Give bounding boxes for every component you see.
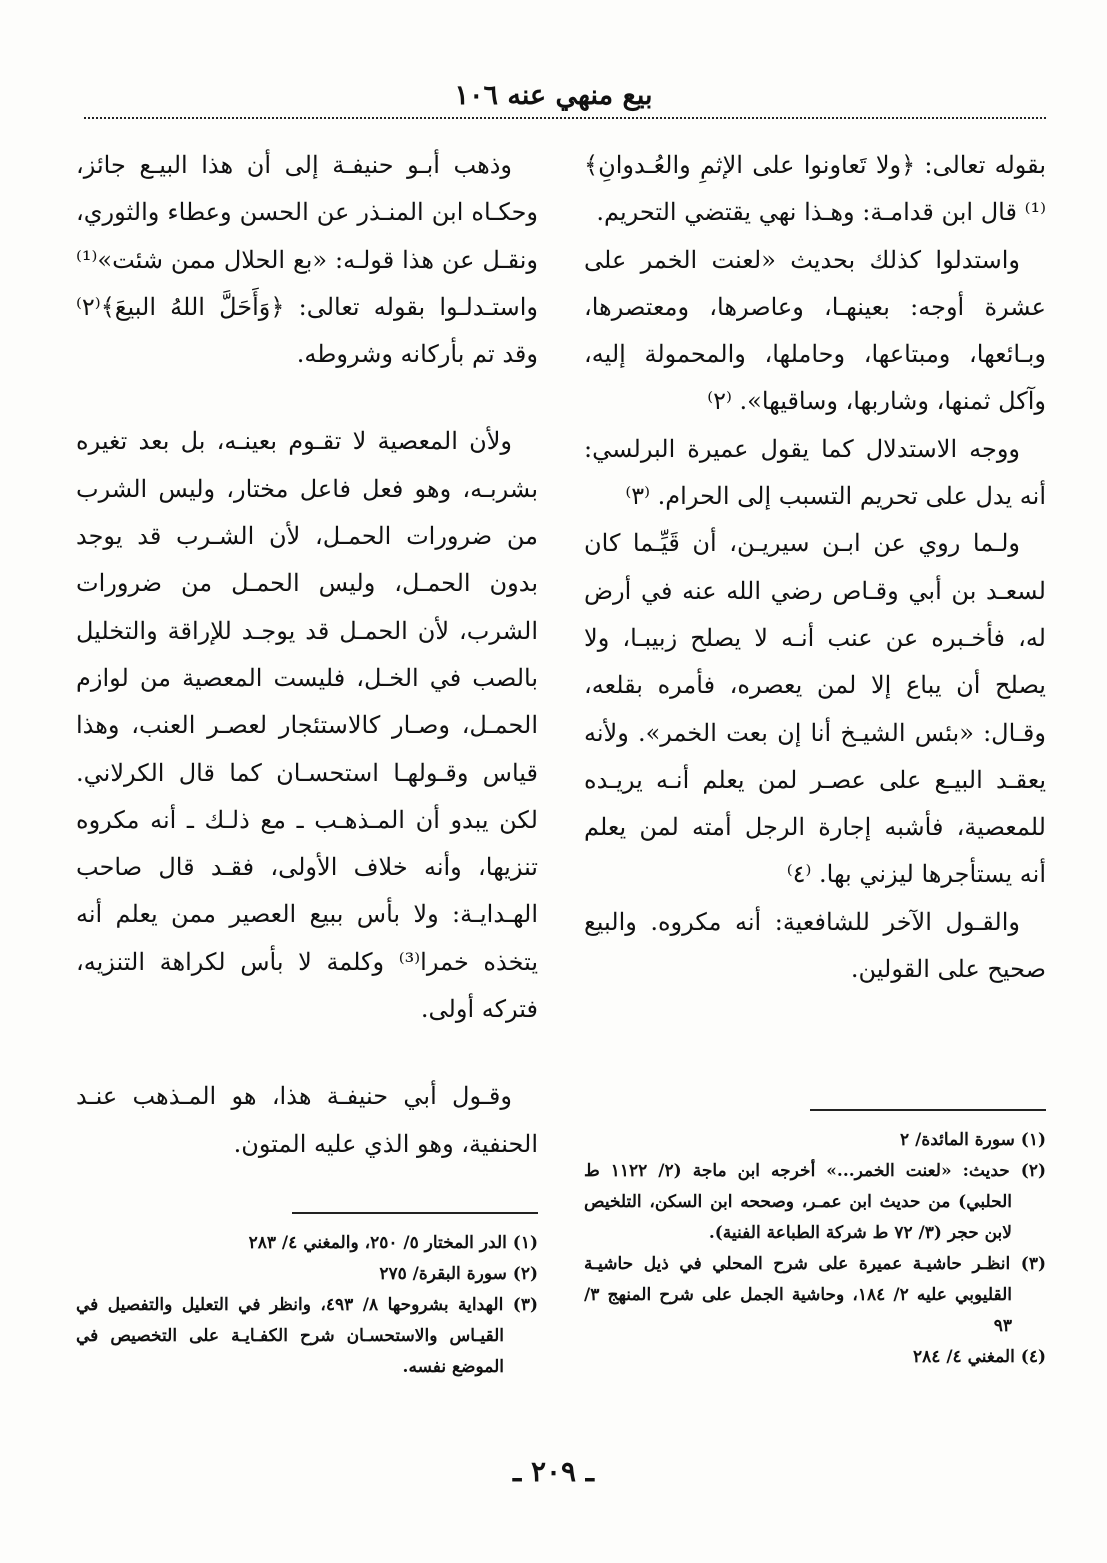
footnote: (٣) انظـر حاشيـة عميرة على شرح المحلي في ذيل حاشيـة القليوبي عليه ٢/ ١٨٤، وحاشية الجمل على شرح المنهج ٣/ ٩٣ [584, 1254, 1046, 1336]
footnote: (١) الدر المختار ٥/ ٢٥٠، والمغني ٤/ ٢٨٣ [248, 1233, 538, 1253]
footnote: (١) سورة المائدة/ ٢ [900, 1130, 1046, 1150]
footnote: (٢) سورة البقرة/ ٢٧٥ [379, 1264, 538, 1284]
paragraph: ولـما روي عن ابـن سيريـن، أن قَيِّـما كان لسعـد بن أبي وقـاص رضي الله عنه في أرض له، فأخـبره عن عنب أنـه لا يصلح زبيبـا، ولا يصلح أن يباع إلا لمن يعصره، فأمره بقلعه، وقـال: «بئس الشيـخ أنا إن بعت الخمر». ولأنه يعقـد البيـع على عصـر لمن يعلم أنـه يريـده للمعصية، فأشبه إجارة الرجل أمته لمن يعلم أنه يستأجرها ليزني بها. ⁽٤⁾ [584, 529, 1046, 889]
paragraph: ولأن المعصية لا تقـوم بعينـه، بل بعد تغيره بشربـه، وهو فعل فاعل مختار، وليس الشرب من ضرورات الحمـل، لأن الشـرب قد يوجد بدون الحمـل، وليس الحمـل من ضرورات الشرب، لأن الحمـل قد يوجـد للإراقة والتخليل بالصب في الخـل، فليست المعصية من لوازم الحمـل، وصـار كالاستئجار لعصـر العنب، وهذا قياس وقـولهـا استحسـان كما قال الكرلاني. لكن يبدو أن المـذهـب ـ مع ذلـك ـ أنه مكروه تنزيها، وأنه خلاف الأولى، فقـد قال صاحب الهـدايـة: ولا بأس ببيع العصير ممن يعلم أنه يتخذه خمرا⁽³⁾ وكلمة لا بأس لكراهة التنزيه، فتركه أولى. [76, 427, 538, 1024]
left-column [76, 142, 538, 1168]
footnote-rule [292, 1212, 538, 1214]
footnote-rule [810, 1109, 1046, 1111]
page-header: بيع منهي عنه ١٠٦ [454, 80, 653, 111]
paragraph: وقـول أبي حنيفـة هذا، هو المـذهب عنـد الحنفية، وهو الذي عليه المتون. [76, 1082, 538, 1158]
right-footnotes [584, 1125, 1046, 1373]
header-dotted-rule [84, 117, 1046, 119]
footnote: (٤) المغني ٤/ ٢٨٤ [913, 1347, 1046, 1367]
footnote: (٢) حديث: «لعنت الخمر...» أخرجه ابن ماجة (٢/ ١١٢٢ ط الحلبي) من حديث ابن عمـر، وصححه ابن السكن، التلخيص لابن حجر (٣/ ٧٢ ط شركة الطباعة الفنية). [584, 1161, 1047, 1243]
paragraph: واستدلوا كذلك بحديث «لعنت الخمر على عشرة أوجه: بعينهـا، وعاصرها، ومعتصرها، وبـائعها، ومبتاعها، وحاملها، والمحمولة إليه، وآكل ثمنها، وشاربها، وساقيها». ⁽٢⁾ [584, 245, 1046, 416]
paragraph: وذهب أبـو حنيفـة إلى أن هذا البيـع جائز، وحكـاه ابن المنـذر عن الحسن وعطاء والثوري، ونقـل عن هذا قولـه: «بع الحلال ممن شئت»⁽¹⁾ واستـدلـوا بقوله تعالى: ﴿وَأَحَلَّ اللهُ البيعَ﴾⁽٢⁾ وقد تم بأركانه وشروطه. [76, 151, 538, 369]
paragraph: بقوله تعالى: ﴿ولا تَعاونوا على الإثمِ والعُـدوانِ﴾⁽¹⁾ قال ابن قدامـة: وهـذا نهي يقتضي التحريم. [584, 151, 1046, 227]
page-number: ـ ٢٠٩ ـ [512, 1455, 595, 1488]
paragraph: والقـول الآخر للشافعية: أنه مكروه. والبيع صحيح على القولين. [584, 907, 1046, 984]
left-footnotes [76, 1228, 538, 1383]
footnote: (٣) الهداية بشروحها ٨/ ٤٩٣، وانظر في التعليل والتفصيل في القيـاس والاستحسـان شرح الكفـايـة على التخصيص في الموضع نفسه. [76, 1295, 538, 1377]
paragraph: ووجه الاستدلال كما يقول عميرة البرلسي: أنه يدل على تحريم التسبب إلى الحرام. ⁽٣⁾ [584, 434, 1046, 511]
right-column [584, 142, 1046, 993]
